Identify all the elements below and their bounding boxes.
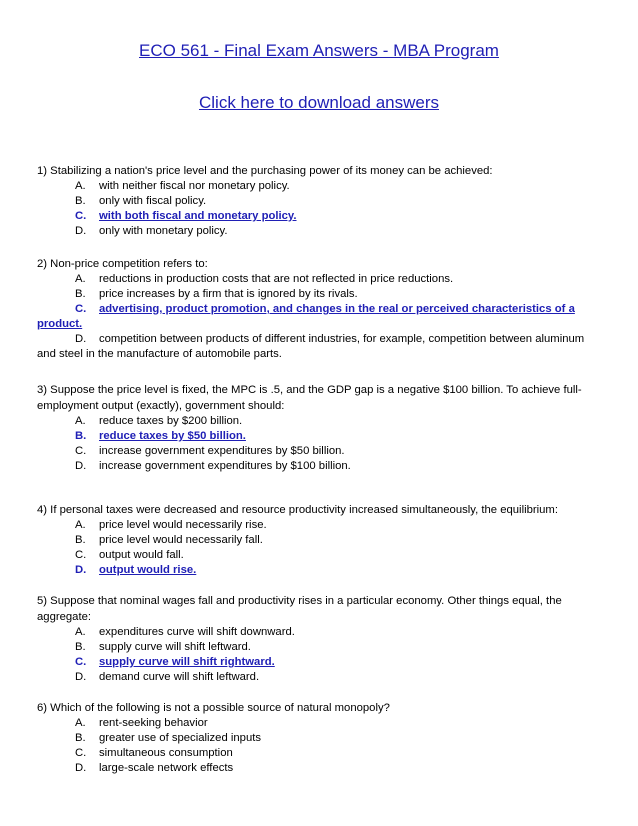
option-b: B. price increases by a firm that is ignored by its rivals.	[75, 288, 358, 300]
document-title: ECO 561 - Final Exam Answers - MBA Program	[139, 41, 499, 60]
option-a: A. expenditures curve will shift downward.	[75, 626, 295, 638]
option-a: A. reduce taxes by $200 billion.	[75, 415, 243, 427]
download-answers-link[interactable]: Click here to download answers	[198, 93, 439, 112]
option-a: A. with neither fiscal nor monetary policy.	[75, 180, 290, 192]
option-c: C. simultaneous consumption	[75, 747, 233, 759]
question-6	[37, 700, 597, 776]
option-a: A. reductions in production costs that are not reflected in price reductions.	[75, 273, 454, 285]
option-b: B. supply curve will shift leftward.	[75, 641, 251, 653]
question-stem: 3) Suppose the price level is fixed, the MPC is .5, and the GDP gap is a negative $100 billion. To achieve full-employment output (exactly), government should:	[37, 384, 582, 412]
option-c-correct: C. supply curve will shift rightward.	[75, 656, 275, 668]
option-c: C. increase government expenditures by $50 billion.	[75, 445, 345, 457]
question-stem: 2) Non-price competition refers to:	[37, 258, 208, 270]
question-stem: 4) If personal taxes were decreased and resource productivity increased simultaneously, the equilibrium:	[37, 504, 558, 516]
option-b: B. greater use of specialized inputs	[75, 732, 262, 744]
question-2	[37, 256, 597, 362]
option-a: A. rent-seeking behavior	[75, 717, 208, 729]
question-4	[37, 502, 597, 578]
option-b: B. price level would necessarily fall.	[75, 534, 263, 546]
question-stem: 6) Which of the following is not a possible source of natural monopoly?	[37, 702, 390, 714]
option-c-correct: C. with both fiscal and monetary policy.	[75, 210, 297, 222]
option-d: D. only with monetary policy.	[75, 225, 228, 237]
question-3	[37, 382, 597, 474]
option-d: D. increase government expenditures by $100 billion.	[75, 460, 351, 472]
option-d: D. large-scale network effects	[75, 762, 234, 774]
option-b: B. only with fiscal policy.	[75, 195, 207, 207]
option-d: D. competition between products of different industries, for example, competition between aluminum and steel in the manufacture of automobile parts.	[37, 333, 585, 360]
option-c: C. output would fall.	[75, 549, 184, 561]
option-d-correct: D. output would rise.	[75, 564, 197, 576]
question-1	[37, 163, 597, 239]
option-b-correct: B. reduce taxes by $50 billion.	[75, 430, 246, 442]
question-5	[37, 593, 597, 685]
option-c-correct: C. advertising, product promotion, and changes in the real or perceived characteristics of a product.	[37, 303, 575, 330]
question-stem: 1) Stabilizing a nation's price level and the purchasing power of its money can be achieved:	[37, 165, 493, 177]
question-stem: 5) Suppose that nominal wages fall and productivity rises in a particular economy. Other things equal, the aggregate:	[37, 595, 562, 623]
option-a: A. price level would necessarily rise.	[75, 519, 267, 531]
option-d: D. demand curve will shift leftward.	[75, 671, 260, 683]
